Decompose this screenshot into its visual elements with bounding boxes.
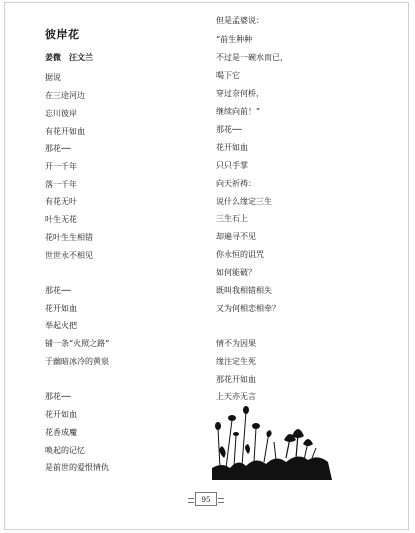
poem-line: 那花── [45,144,71,153]
poem-line: 缘注定生死 [216,357,256,366]
poem-line: 喝下它 [216,71,240,80]
poem-line: 说什么缘定三生 [216,197,272,206]
poem-line: 那花── [45,286,71,295]
poem-line: 据说 [45,73,61,82]
poem-line: 不过是一碗水而已， [216,53,288,62]
poem-line: “前生种种 [216,35,253,44]
poem-line: 有花开如血 [45,127,85,136]
poem-line: 开一千年 [45,162,77,171]
poem-author: 姜微 汪文兰 [45,52,93,62]
poem-line: 花叶生生相错 [45,233,93,242]
poem-line: 那花── [45,392,71,401]
poem-line: 但是孟婆说： [216,16,264,25]
poem-title: 彼岸花 [45,28,80,41]
poem-line: 既叫我相错相失 [216,286,272,295]
poem-line: 铺一条“火照之路” [45,339,110,348]
poem-line: 在三途河边 [45,91,85,100]
poem-line: 上天亦无言 [216,392,256,401]
poem-line: 情不为因果 [216,339,256,348]
poem-line: 有花无叶 [45,197,77,206]
poem-line: 于幽暗冰冷的黄泉 [45,357,109,366]
poem-line: 却遍寻不见 [216,232,256,241]
flower-silhouette-illustration [212,398,332,480]
poem-line: 举起火把 [45,321,77,330]
poem-line: 忘川彼岸 [45,109,77,118]
poem-line: 世世永不相见 [45,251,93,260]
poem-line: 花开如血 [45,410,77,419]
poem-line: 唤起的记忆 [45,446,85,455]
poem-line: 三生石上 [216,214,248,223]
poem-line: 只只手掌 [216,161,248,170]
poem-line: 那花── [216,125,242,134]
poem-line: 落一千年 [45,180,77,189]
poem-line: 向天祈祷： [216,179,256,188]
poem-line: 穿过奈何桥， [216,89,264,98]
poem-line: 那花开如血 [216,375,256,384]
poem-line: 花开如血 [216,143,248,152]
poem-line: 花开如血 [45,304,77,313]
page-number: 95 [195,492,217,506]
poem-line: 你永恒的诅咒 [216,250,264,259]
poem-line: 花香成魔 [45,428,77,437]
poem-line: 是前世的爱恨情仇 [45,463,109,472]
poem-line: 如何能破？ [216,268,256,277]
poem-line: 叶生无花 [45,215,77,224]
poem-line: 继续向前！” [216,107,261,116]
poem-line: 又为何相恋相牵？ [216,304,280,313]
